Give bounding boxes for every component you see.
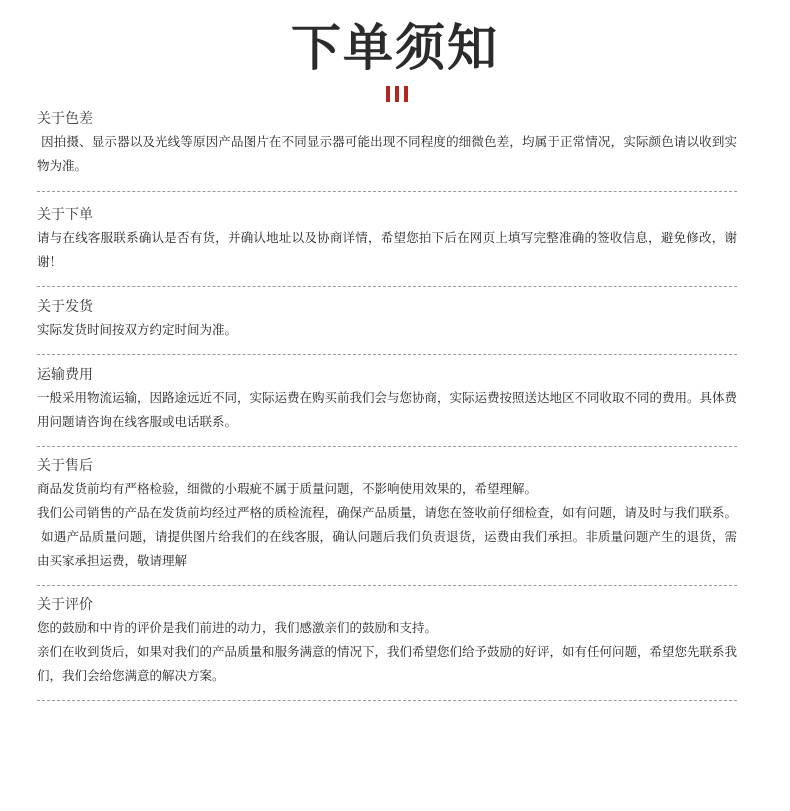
page-title: 下单须知: [291, 19, 499, 77]
section-title: 关于售后: [37, 458, 93, 474]
section-title: 关于发货: [37, 299, 93, 315]
title-decoration-bars: [386, 86, 408, 102]
decoration-bar: [404, 86, 408, 102]
notice-content: [37, 108, 737, 701]
section-divider: [37, 700, 737, 701]
section-title: 关于下单: [37, 207, 93, 223]
section-ordering: [37, 192, 737, 274]
section-paragraph: 您的鼓励和中肯的评价是我们前进的动力，我们感激亲们的鼓励和支持。: [37, 620, 438, 635]
section-paragraph: 一般采用物流运输，因路途远近不同，实际运费在购买前我们会与您协商，实际运费按照送达地区不同收取不同的费用。具体费用问题请咨询在线客服或电话联系。: [37, 390, 738, 429]
section-after-sales: [37, 447, 737, 573]
section-paragraph: 请与在线客服联系确认是否有货，并确认地址以及协商详情，希望您拍下后在网页上填写完整准确的签收信息，避免修改，谢谢！: [37, 230, 737, 269]
section-paragraph: 亲们在收到货后，如果对我们的产品质量和服务满意的情况下，我们希望您们给予鼓励的好评，如有任何问题，希望您先联系我们，我们会给您满意的解决方案。: [37, 644, 738, 683]
section-transport-fees: [37, 355, 737, 434]
decoration-bar: [395, 86, 399, 102]
section-title: 关于评价: [37, 597, 93, 613]
page-header: [0, 18, 790, 78]
section-shipping: [37, 287, 737, 342]
section-paragraph: 商品发货前均有严格检验，细微的小瑕疵不属于质量问题，不影响使用效果的，希望理解。: [37, 481, 538, 496]
section-paragraph: 实际发货时间按双方约定时间为准。: [37, 322, 238, 337]
section-title: 运输费用: [37, 367, 93, 383]
section-paragraph: 我们公司销售的产品在发货前均经过严格的质检流程，确保产品质量，请您在签收前仔细检查，如有问题，请及时与我们联系。: [37, 505, 738, 520]
section-reviews: [37, 586, 737, 688]
section-title: 关于色差: [37, 111, 93, 127]
section-paragraph: 如遇产品质量问题，请提供图片给我们的在线客服，确认问题后我们负责退货，运费由我们承担。非质量问题产生的退货，需由买家承担运费，敬请理解: [37, 529, 737, 568]
decoration-bar: [386, 86, 390, 102]
section-color-difference: [37, 108, 737, 178]
section-paragraph: 因拍摄、显示器以及光线等原因产品图片在不同显示器可能出现不同程度的细微色差，均属于正常情况，实际颜色请以收到实物为准。: [37, 134, 737, 173]
